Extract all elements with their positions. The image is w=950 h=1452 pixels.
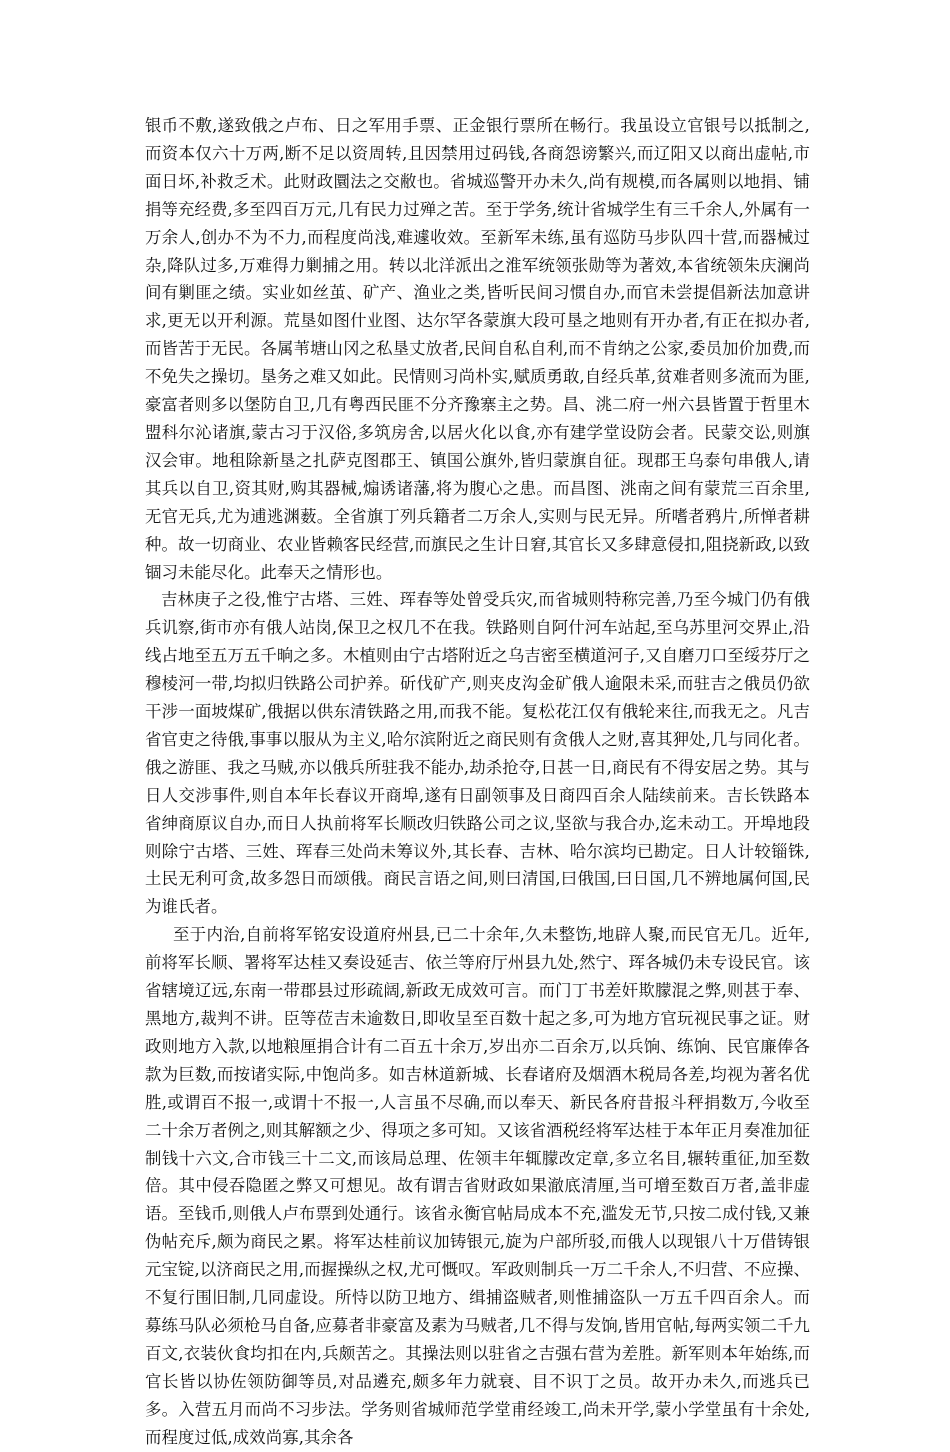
paragraph-fengtian: 银币不敷,遂致俄之卢布、日之军用手票、正金银行票所在畅行。我虽设立官银号以抵制之,而资本仅六十万两,断不足以资周转,且因禁用过码钱,各商怨谤繁兴,而辽阳又以商出虚帖,市面日坏,补救乏术。此财政圜法之交敝也。省城巡警开办未久,尚有规模,而各属则以地捐、铺捐等充经费,多至四百万元,几有民力过殚之苦。至于学务,统计省城学生有三千余人,外属有一万余人,创办不为不力,而程度尚浅,难遽收效。至新军未练,虽有巡防马步队四十营,而器械过杂,降队过多,万难得力剿捕之用。转以北洋派出之淮军统领张勋等为著效,本省统领朱庆澜尚间有剿匪之绩。实业如丝茧、矿产、渔业之类,皆听民间习惯自办,而官未尝提倡新法加意讲求,更无以开利源。荒垦如图什业图、达尔罕各蒙旗大段可垦之地则有开办者,有正在拟办者,而皆苦于无民。各属苇塘山冈之私垦丈放者,民间自私自利,而不肯纳之公家,委员加价加费,而不免失之操切。垦务之难又如此。民情则习尚朴实,赋质勇敢,自经兵革,贫难者则多流而为匪,豪富者则多以堡防自卫,几有粤西民匪不分齐豫寨主之势。昌、洮二府一州六县皆置于哲里木盟科尔沁诸旗,蒙古习于汉俗,多筑房舍,以居火化以食,亦有建学堂设防会者。民蒙交讼,则旗汉会审。地租除新垦之扎萨克图郡王、镇国公旗外,皆归蒙旗自征。现郡王乌泰句串俄人,请其兵以自卫,资其财,购其器械,煽诱诸藩,将为腹心之患。而昌图、洮南之间有蒙荒三百余里,无官无兵,尤为逋逃渊薮。全省旗丁列兵籍者二万余人,实则与民无异。所嗜者鸦片,所惮者耕种。故一切商业、农业皆赖客民经营,而旗民之生计日窘,其官长又多肆意侵扣,阻挠新政,以致锢习未能尽化。此奉天之情形也。 <box>145 116 810 582</box>
paragraph-jilin-foreign-affairs: 吉林庚子之役,惟宁古塔、三姓、珲春等处曾受兵灾,而省城则特称完善,乃至今城门仍有俄兵讥察,街市亦有俄人站岗,保卫之权几不在我。铁路则自阿什河车站起,至乌苏里河交界止,沿线占地至五万五千晌之多。木植则由宁古塔附近之乌吉密至横道河子,又自磨刀口至绥芬厅之穆棱河一带,均拟归铁路公司护养。斫伐矿产,则夹皮沟金矿俄人逾限未采,而驻吉之俄员仍欲干涉一面坡煤矿,俄据以供东清铁路之用,而我不能。复松花江仅有俄轮来往,而我无之。凡吉省官吏之待俄,事事以服从为主义,哈尔滨附近之商民则有贪俄人之财,喜其狎处,几与同化者。俄之游匪、我之马贼,亦以俄兵所驻我不能办,劫杀抢夺,日甚一日,商民有不得安居之势。其与日人交涉事件,则自本年长春议开商埠,遂有日副领事及日商四百余人陆续前来。吉长铁路本省绅商原议自办,而日人执前将军长顺改归铁路公司之议,坚欲与我合办,迄未动工。开埠地段则除宁古塔、三姓、珲春三处尚未筹议外,其长春、吉林、哈尔滨均已勘定。日人计较锱铢,土民无利可贪,故多怨日而颂俄。商民言语之间,则曰清国,曰俄国,曰日国,几不辨地属何国,民为谁氏者。 <box>145 590 810 917</box>
document-body <box>145 112 810 1452</box>
paragraph-jilin-internal-affairs: 至于内治,自前将军铭安设道府州县,已二十余年,久未整饬,地辟人聚,而民官无几。近年,前将军长顺、署将军达桂又奏设延吉、依兰等府厅州县九处,然宁、珲各城仍未专设民官。该省辖境辽远,东南一带郡县过形疏阔,新政无成效可言。而门丁书差奸欺朦混之弊,则甚于奉、黑地方,裁判不讲。臣等莅吉未逾数日,即收呈至百数十起之多,可为地方官玩视民事之证。财政则地方入款,以地粮厘捐合计有二百五十余万,岁出亦二百余万,以兵饷、练饷、民官廉俸各款为巨数,而按诸实际,中饱尚多。如吉林道新城、长春诸府及烟酒木税局各差,均视为著名优胜,或谓百不报一,或谓十不报一,人言虽不尽确,而以奉天、新民各府昔报斗秤捐数万,今收至二十余万者例之,则其解额之少、得项之多可知。又该省酒税经将军达桂于本年正月奏准加征制钱十六文,合市钱三十二文,而该局总理、佐领丰年辄朦改定章,多立名目,辗转重征,加至数倍。其中侵吞隐匿之弊又可想见。故有谓吉省财政如果澈底清厘,当可增至数百万者,盖非虚语。至钱币,则俄人卢布票到处通行。该省永衡官帖局成本不充,滥发无节,只按二成付钱,又兼伪帖充斥,颇为商民之累。将军达桂前议加铸银元,旋为户部所驳,而俄人以现银八十万借铸银元宝锭,以济商民之用,而握操纵之权,尤可慨叹。军政则制兵一万二千余人,不归营、不应操、不复行围旧制,几同虚设。所恃以防卫地方、缉捕盗贼者,则惟捕盗队一万五千四百余人。而募练马队必须枪马自备,应募者非豪富及素为马贼者,几不得与发饷,皆用官帖,每两实领二千九百文,衣装伙食均扣在内,兵颇苦之。其操法则以驻省之吉强右营为差胜。新军则本年始练,而官长皆以协佐领防御等员,对品遴充,颇多年力就衰、目不识丁之员。故开办未久,而逃兵已多。入营五月而尚不习步法。学务则省城师范学堂甫经竣工,尚未开学,蒙小学堂虽有十余处,而程度过低,成效尚寡,其余各 <box>145 925 810 1447</box>
